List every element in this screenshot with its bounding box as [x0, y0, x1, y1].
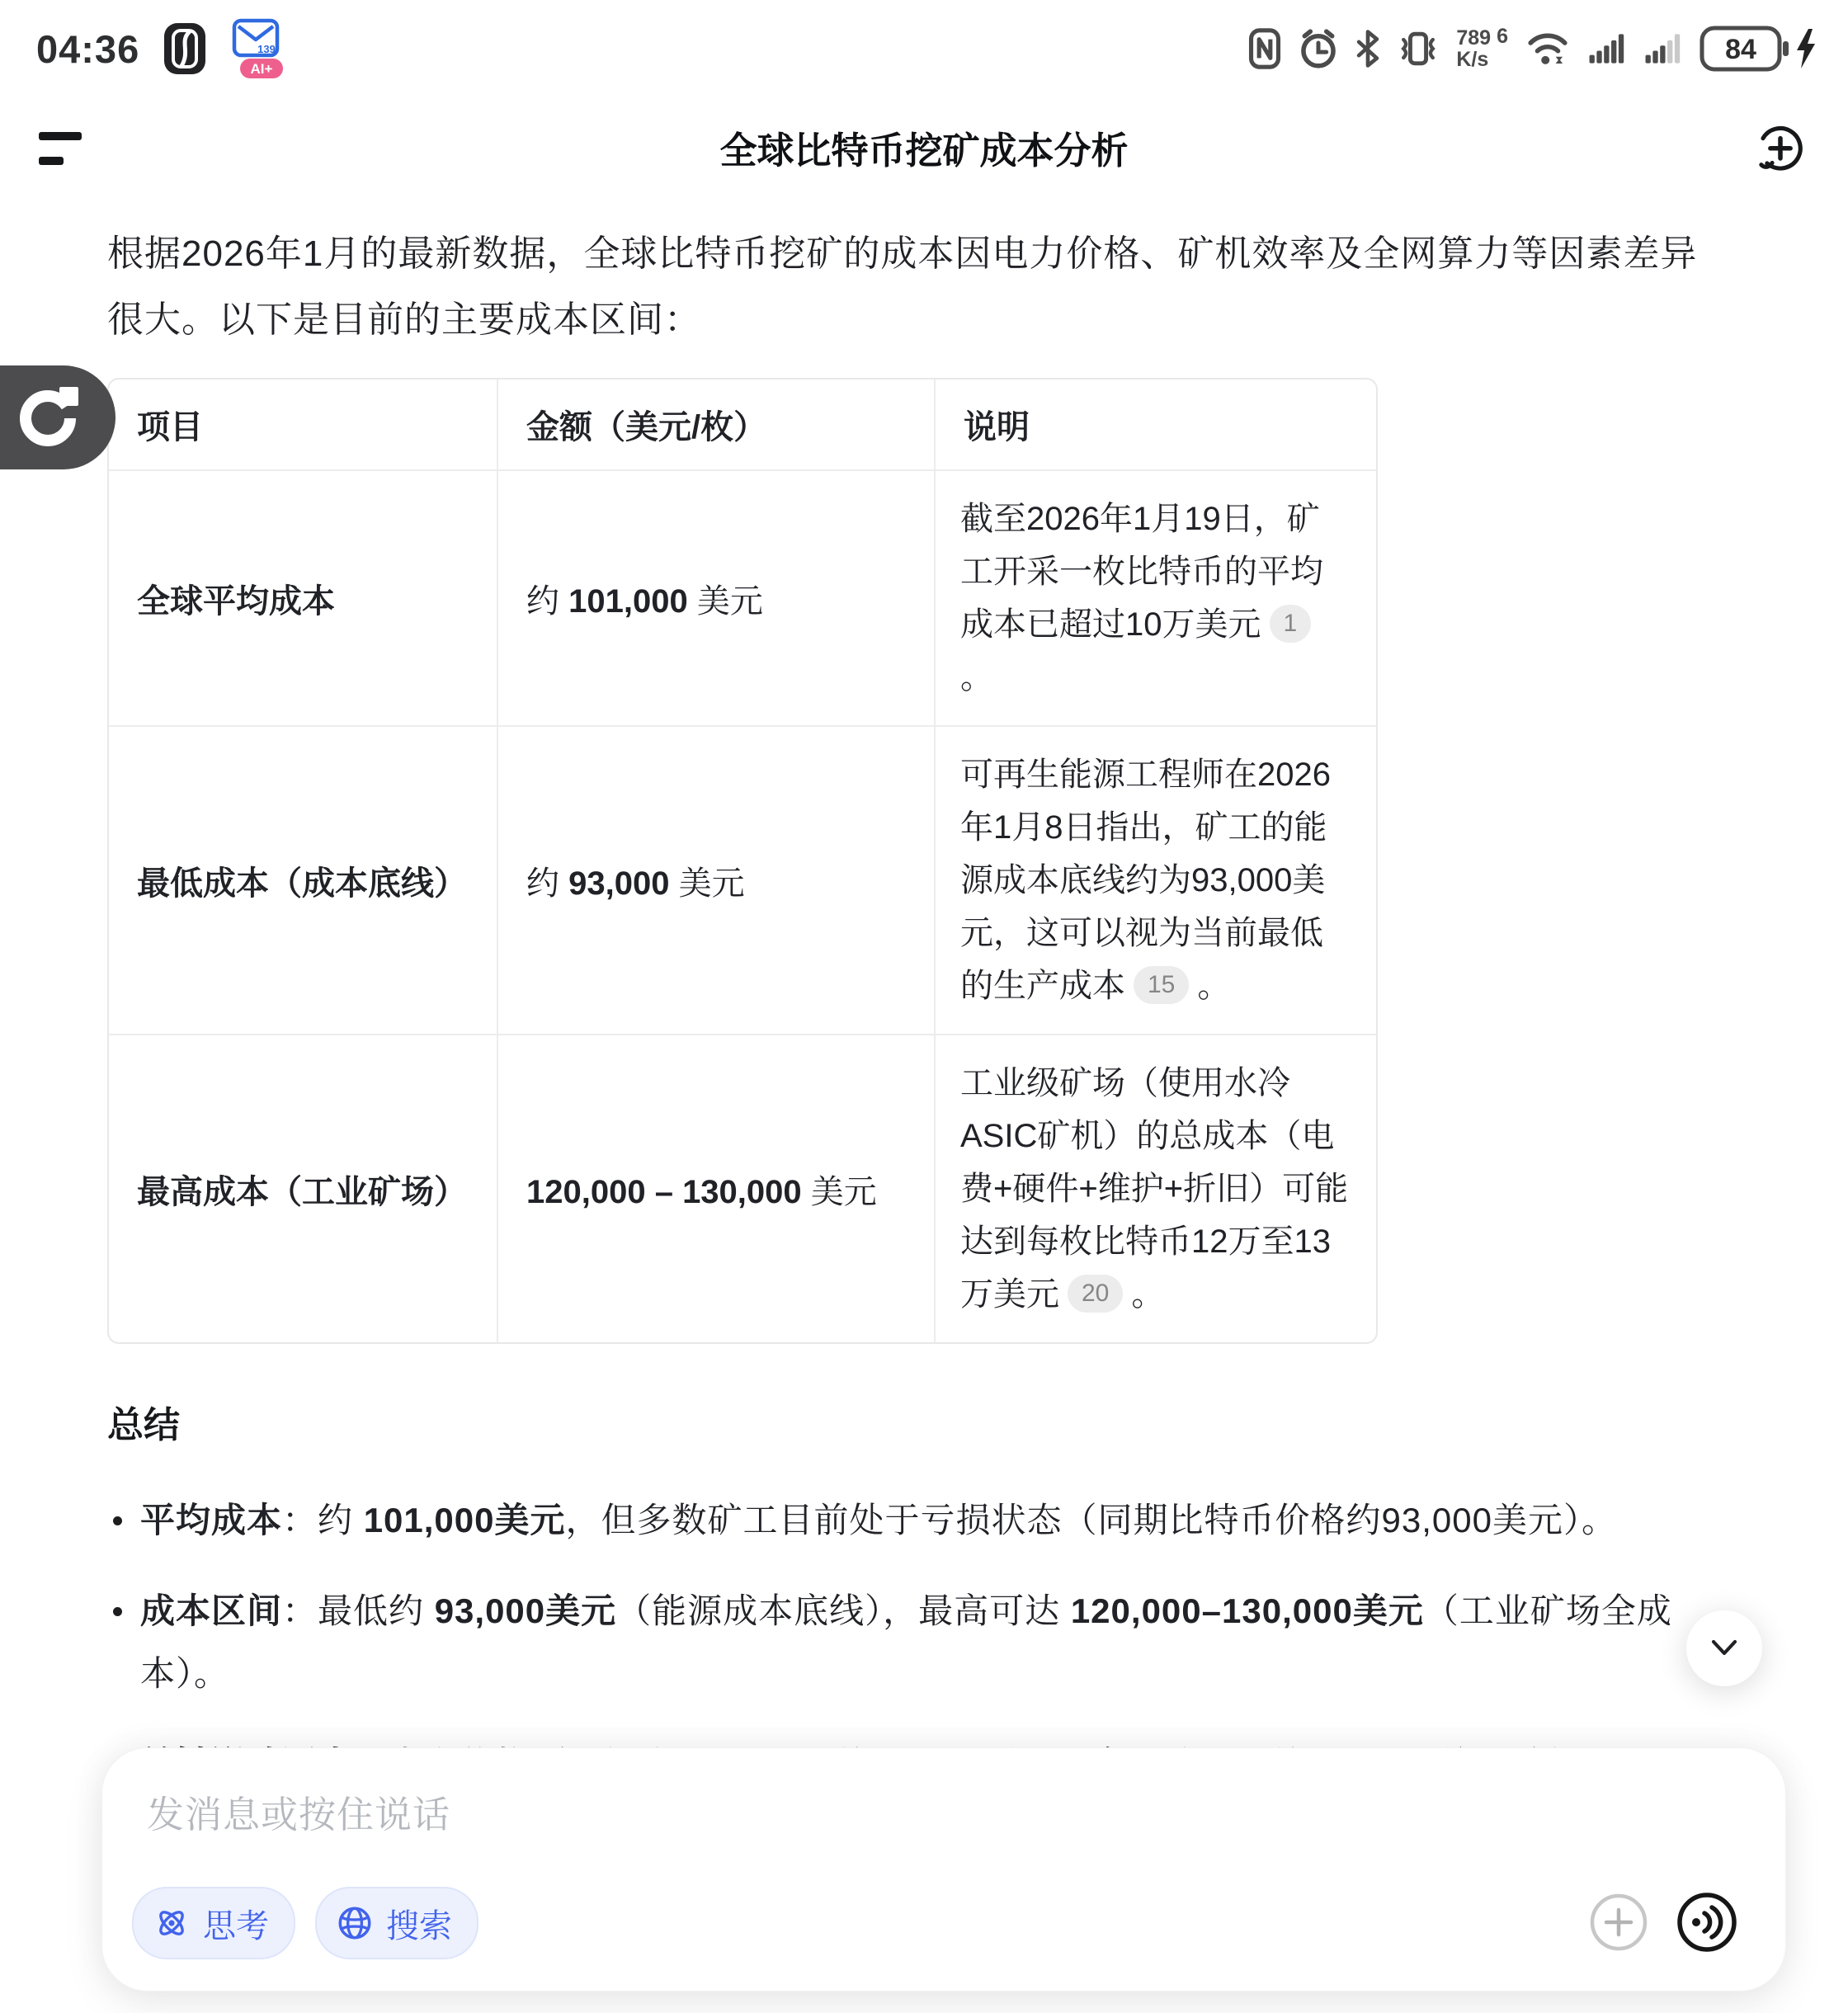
list-item: 平均成本：约 101,000美元，但多数矿工目前处于亏损状态（同期比特币价格约93,000美元）。 [107, 1489, 1716, 1552]
intro-paragraph: 根据2026年1月的最新数据，全球比特币挖矿的成本因电力价格、矿机效率及全网算力等因素差异很大。以下是目前的主要成本区间： [107, 233, 1698, 340]
svg-text:AI+: AI+ [250, 61, 273, 77]
network-type: 6 [1497, 24, 1508, 48]
message-input[interactable]: 发消息或按住说话 [147, 1794, 451, 1836]
citation-badge[interactable]: 20 [1068, 1275, 1123, 1313]
menu-icon[interactable] [39, 132, 92, 172]
row-amount: 约 101,000 美元 [498, 471, 936, 727]
vibrate-icon [1397, 28, 1440, 69]
voice-wave-icon [1675, 1890, 1739, 1954]
chevron-down-icon [1705, 1632, 1743, 1665]
row-description: 工业级矿场（使用水冷ASIC矿机）的总成本（电费+硬件+维护+折旧）可能达到每枚比特币12万至13万美元 20 。 [960, 1065, 1349, 1313]
voice-mode-button[interactable] [1675, 1890, 1739, 1954]
battery-level: 84 [1725, 34, 1756, 65]
assistant-logo-icon [12, 377, 91, 456]
list-item: 成本区间：最低约 93,000美元（能源成本底线），最高可达 120,000–130,000美元（工业矿场全成本）。 [107, 1580, 1716, 1705]
think-label: 思考 [203, 1907, 269, 1945]
floating-assistant-button[interactable] [0, 365, 116, 469]
column-header-item: 项目 [109, 380, 498, 471]
network-speed [1456, 24, 1508, 71]
plus-circle-icon [1589, 1893, 1648, 1952]
bullet-dot [113, 1607, 122, 1616]
row-amount: 120,000 – 130,000 美元 [498, 1035, 936, 1342]
app-bar [0, 106, 1848, 196]
new-chat-plus-icon [1754, 124, 1807, 177]
search-toggle-button[interactable] [315, 1887, 478, 1959]
clock-time: 04:36 [36, 26, 140, 71]
new-chat-button[interactable] [1754, 124, 1807, 177]
attach-button[interactable] [1589, 1893, 1648, 1952]
svg-text:139: 139 [257, 43, 276, 55]
cost-table [107, 378, 1378, 1344]
bullet-dot [113, 1516, 122, 1525]
atom-icon [152, 1903, 191, 1943]
page-title: 全球比特币挖矿成本分析 [719, 130, 1129, 172]
alarm-icon [1298, 28, 1339, 69]
row-item-label: 全球平均成本 [109, 471, 498, 727]
signal-icon-sim1 [1587, 28, 1627, 69]
network-speed-unit: K/s [1456, 48, 1489, 71]
citation-badge[interactable]: 15 [1134, 966, 1189, 1004]
table-row [109, 727, 1376, 1035]
message-composer [101, 1747, 1786, 1992]
row-description: 可再生能源工程师在2026年1月8日指出，矿工的能源成本底线约为93,000美元，这可以视为当前最低的生产成本 15 。 [936, 727, 1376, 1035]
battery-indicator [1700, 25, 1817, 73]
think-toggle-button[interactable] [132, 1887, 295, 1959]
status-bar [36, 16, 1817, 81]
row-description: 截至2026年1月19日，矿工开采一枚比特币的平均成本已超过10万美元 1。 [936, 471, 1376, 727]
table-row [109, 471, 1376, 727]
signal-icon-sim2 [1643, 28, 1683, 69]
column-header-amount: 金额（美元/枚） [498, 380, 936, 471]
scroll-to-bottom-button[interactable] [1686, 1610, 1762, 1686]
table-header-row [109, 380, 1376, 471]
table-row [109, 1035, 1376, 1342]
charging-bolt-icon [1795, 29, 1817, 68]
network-speed-value: 789 [1456, 26, 1492, 50]
row-item-label: 最低成本（成本底线） [109, 727, 498, 1035]
globe-icon [335, 1903, 375, 1943]
citation-badge[interactable]: 1 [1270, 605, 1312, 643]
column-header-desc: 说明 [936, 380, 1376, 471]
wifi-icon [1525, 28, 1571, 69]
bluetooth-icon [1355, 28, 1380, 69]
screen-record-app-icon [163, 21, 207, 76]
chat-message [107, 221, 1741, 1824]
summary-heading: 总结 [107, 1405, 180, 1445]
search-label: 搜索 [386, 1907, 452, 1945]
nfc-icon [1248, 28, 1281, 69]
mail-notification-icon [230, 16, 285, 82]
row-amount: 约 93,000 美元 [498, 727, 936, 1035]
row-item-label: 最高成本（工业矿场） [109, 1035, 498, 1342]
